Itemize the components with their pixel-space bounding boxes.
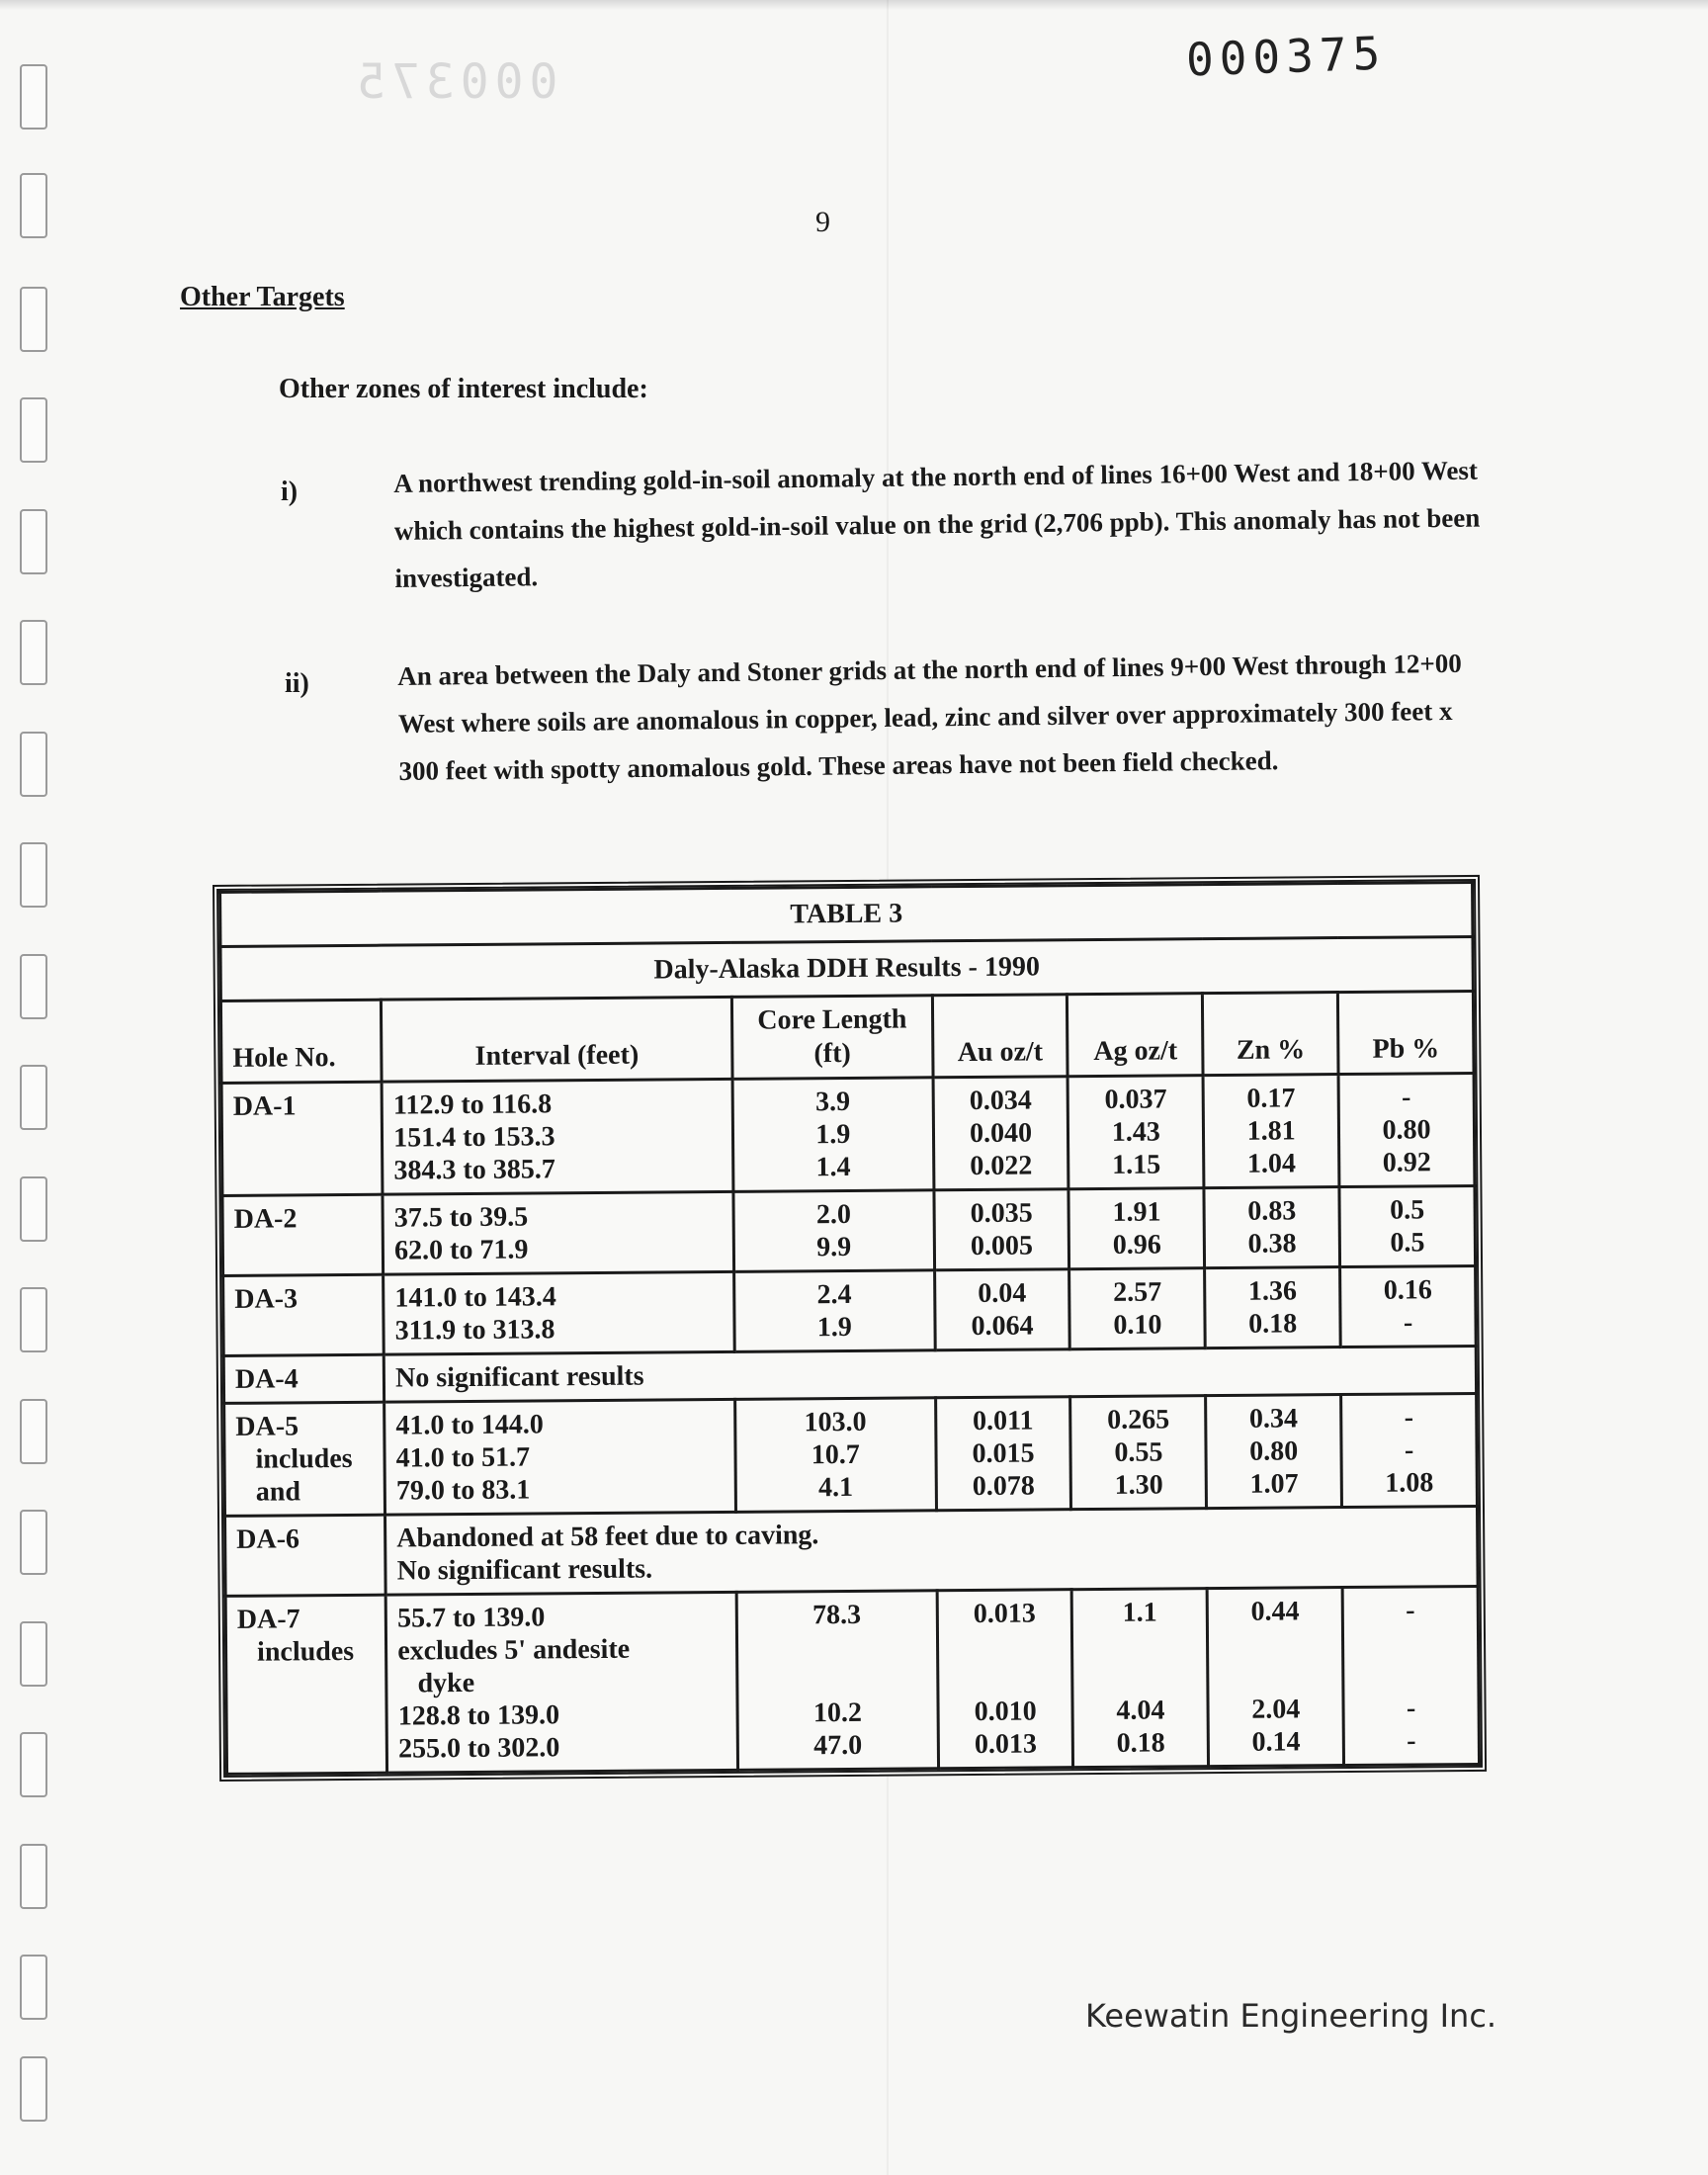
note-line: Abandoned at 58 feet due to caving.	[396, 1520, 819, 1554]
ag-value: 1.43	[1111, 1116, 1160, 1148]
core-value: 4.1	[817, 1471, 854, 1504]
section-heading: Other Targets	[180, 282, 345, 312]
zn-cell	[1203, 1075, 1339, 1188]
hole-label: DA-3	[234, 1283, 299, 1315]
pb-value: 0.5	[1390, 1194, 1425, 1226]
core-value: 3.9	[814, 1086, 851, 1118]
page-stamp: 000375	[1185, 26, 1388, 87]
core-cell	[736, 1591, 938, 1771]
interval-value: 41.0 to 144.0	[395, 1409, 544, 1441]
hole-cell	[225, 1595, 387, 1774]
header-zn: Zn %	[1203, 993, 1338, 1076]
ag-value: 0.037	[1104, 1084, 1167, 1115]
table-row	[225, 1506, 1479, 1596]
au-value: 0.013	[974, 1728, 1038, 1760]
pb-cell	[1338, 1073, 1475, 1186]
ag-value: 1.15	[1112, 1149, 1161, 1180]
au-cell	[937, 1590, 1073, 1769]
pb-value: 0.80	[1382, 1114, 1431, 1146]
hole-cell	[224, 1402, 385, 1516]
table-subtitle: Daly-Alaska DDH Results - 1990	[220, 936, 1473, 1000]
pb-value: -	[1401, 1082, 1411, 1113]
page-number: 9	[815, 206, 830, 238]
interval-value: dyke	[417, 1667, 475, 1699]
interval-value: 41.0 to 51.7	[395, 1441, 531, 1474]
binder-hole	[20, 287, 47, 352]
interval-value: excludes 5' andesite	[397, 1633, 631, 1667]
ag-value	[1084, 1661, 1197, 1695]
interval-value: 37.5 to 39.5	[393, 1201, 529, 1234]
pb-value: -	[1406, 1595, 1415, 1626]
interval-cell	[384, 1399, 736, 1515]
table-title: TABLE 3	[220, 882, 1473, 946]
pb-value: 0.92	[1382, 1147, 1431, 1178]
ag-value: 0.265	[1107, 1404, 1170, 1436]
au-value	[949, 1629, 1062, 1663]
binder-hole	[20, 173, 47, 238]
ag-value: 0.10	[1113, 1309, 1162, 1341]
interval-cell	[385, 1592, 737, 1773]
ag-value: 4.04	[1116, 1695, 1165, 1726]
core-value: 10.7	[811, 1438, 860, 1471]
ag-cell	[1068, 1076, 1205, 1189]
au-value: 0.015	[972, 1437, 1035, 1469]
binder-hole	[20, 1955, 47, 2020]
hole-label: DA-5	[235, 1411, 299, 1442]
hole-cell	[221, 1082, 383, 1195]
core-cell	[732, 1078, 934, 1192]
binder-hole	[20, 1732, 47, 1797]
ag-value: 0.18	[1116, 1727, 1165, 1759]
zn-value: 1.36	[1247, 1275, 1298, 1307]
core-value: 1.9	[816, 1311, 852, 1344]
hole-label: and	[255, 1476, 301, 1508]
pb-value: -	[1404, 1435, 1414, 1466]
binder-hole	[20, 842, 47, 908]
ag-cell	[1068, 1188, 1204, 1269]
core-value	[748, 1630, 926, 1664]
hole-cell	[225, 1515, 386, 1596]
pb-value: -	[1407, 1725, 1416, 1757]
ag-value: 1.30	[1114, 1469, 1163, 1501]
pb-cell	[1341, 1393, 1478, 1507]
table-row	[224, 1393, 1478, 1516]
pb-value: -	[1406, 1693, 1416, 1724]
interval-value: 384.3 to 385.7	[393, 1154, 555, 1186]
hole-label: DA-4	[234, 1363, 299, 1395]
pb-cell	[1340, 1265, 1477, 1347]
core-value: 2.4	[816, 1278, 852, 1311]
core-value: 103.0	[804, 1406, 867, 1438]
core-value	[748, 1663, 926, 1696]
note-cell	[385, 1506, 1478, 1595]
interval-value: 255.0 to 302.0	[397, 1732, 560, 1765]
hole-cell	[223, 1354, 384, 1403]
ghost-stamp: 000375	[351, 54, 558, 110]
zn-value: 1.81	[1246, 1115, 1296, 1147]
interval-value: 55.7 to 139.0	[396, 1602, 546, 1634]
hole-cell	[223, 1274, 384, 1355]
au-value: 0.010	[974, 1696, 1037, 1727]
binder-hole	[20, 620, 47, 685]
interval-value: 62.0 to 71.9	[393, 1234, 529, 1266]
au-value: 0.078	[972, 1470, 1035, 1502]
binder-hole	[20, 954, 47, 1019]
zn-value: 0.18	[1248, 1308, 1298, 1340]
binder-hole	[20, 732, 47, 797]
note-line: No significant results.	[396, 1553, 653, 1587]
ag-value: 2.57	[1113, 1276, 1162, 1308]
company-footer: Keewatin Engineering Inc.	[1085, 1997, 1497, 2035]
au-cell	[934, 1189, 1069, 1270]
binder-hole	[20, 1065, 47, 1130]
binder-hole	[20, 1176, 47, 1242]
zn-value: 0.17	[1246, 1083, 1296, 1114]
zn-value: 0.34	[1248, 1403, 1299, 1435]
zn-value: 0.44	[1250, 1596, 1300, 1627]
ag-value: 0.55	[1114, 1436, 1163, 1468]
au-value: 0.034	[969, 1085, 1032, 1116]
results-table	[213, 875, 1487, 1782]
header-core: Core Length (ft)	[731, 996, 932, 1080]
intro-text: Other zones of interest include:	[279, 374, 648, 404]
header-interval: Interval (feet)	[382, 997, 732, 1082]
au-value: 0.022	[970, 1150, 1033, 1181]
interval-value: 79.0 to 83.1	[395, 1474, 531, 1507]
au-value: 0.005	[970, 1230, 1034, 1262]
binder-hole	[20, 1621, 47, 1687]
ag-value: 1.91	[1112, 1196, 1161, 1228]
au-value: 0.064	[971, 1310, 1034, 1342]
binder-hole	[20, 1399, 47, 1464]
core-value: 47.0	[813, 1729, 863, 1762]
binder-hole	[20, 1844, 47, 1909]
hole-label: includes	[256, 1635, 355, 1668]
table-body	[221, 1073, 1479, 1774]
zn-value: 0.80	[1249, 1436, 1299, 1467]
zn-value: 0.83	[1247, 1195, 1297, 1227]
binder-hole	[20, 1287, 47, 1352]
note-cell	[384, 1346, 1476, 1402]
header-hole: Hole No.	[220, 1000, 382, 1083]
interval-value: 112.9 to 116.8	[392, 1088, 553, 1121]
hole-label: DA-6	[236, 1523, 300, 1555]
binder-hole	[20, 509, 47, 574]
core-value: 78.3	[811, 1599, 862, 1631]
item-label: i)	[281, 477, 299, 507]
note-line: No significant results	[394, 1360, 644, 1394]
interval-value: 311.9 to 313.8	[394, 1314, 555, 1347]
zn-value: 2.04	[1251, 1694, 1301, 1725]
pb-value: 0.16	[1383, 1274, 1432, 1306]
binder-hole	[20, 1510, 47, 1575]
au-value: 0.011	[972, 1405, 1034, 1436]
zn-cell	[1207, 1588, 1343, 1767]
pb-value	[1354, 1626, 1467, 1660]
ag-cell	[1069, 1268, 1205, 1349]
core-cell	[735, 1398, 937, 1513]
au-cell	[933, 1077, 1069, 1190]
au-cell	[935, 1397, 1071, 1511]
core-value: 1.4	[815, 1151, 851, 1183]
au-value: 0.040	[969, 1117, 1033, 1149]
interval-cell	[382, 1079, 733, 1194]
zn-value	[1219, 1627, 1331, 1661]
hole-label: includes	[255, 1442, 353, 1475]
ag-cell	[1070, 1396, 1207, 1510]
top-edge	[0, 0, 1708, 10]
hole-label: DA-1	[232, 1090, 297, 1122]
interval-cell	[383, 1191, 733, 1274]
pb-cell	[1342, 1586, 1479, 1765]
table-row	[222, 1185, 1476, 1275]
pb-value: 1.08	[1385, 1467, 1434, 1499]
core-cell	[733, 1190, 934, 1272]
core-cell	[734, 1270, 935, 1352]
hole-label: DA-2	[233, 1203, 298, 1235]
pb-cell	[1339, 1185, 1476, 1266]
header-au: Au oz/t	[932, 995, 1068, 1078]
table-row	[225, 1586, 1479, 1774]
item-text: A northwest trending gold-in-soil anomaly at the north end of lines 16+00 West and 18+00 West which contains the highest gold-in-soil value on the grid (2,706 ppb). This anomaly has not been investigated.	[393, 455, 1481, 593]
hole-label: DA-7	[236, 1604, 300, 1635]
table-row	[221, 1073, 1475, 1195]
au-value: 0.04	[978, 1277, 1027, 1309]
binder-hole	[20, 397, 47, 463]
au-cell	[934, 1269, 1069, 1350]
zn-value: 0.38	[1247, 1228, 1297, 1260]
interval-value: 141.0 to 143.4	[394, 1281, 556, 1314]
interval-cell	[384, 1271, 734, 1354]
item-text: An area between the Daly and Stoner grids at the north end of lines 9+00 West through 12+00 West where soils are anomalous in copper, lead, zinc and silver over approximately 300 feet x 300 feet with spotty anomalous gold. These areas have not been field checked.	[397, 648, 1462, 786]
header-ag: Ag oz/t	[1068, 994, 1203, 1077]
zn-value: 1.04	[1246, 1148, 1297, 1179]
pb-value: -	[1404, 1402, 1414, 1434]
interval-value: 151.4 to 153.3	[393, 1121, 555, 1154]
hole-cell	[222, 1194, 384, 1275]
table-row	[223, 1265, 1477, 1355]
au-value	[949, 1662, 1062, 1696]
ag-cell	[1072, 1589, 1209, 1768]
zn-value	[1219, 1660, 1331, 1694]
pb-value: -	[1403, 1307, 1413, 1339]
header-pb: Pb %	[1338, 991, 1475, 1074]
zn-value: 0.14	[1251, 1726, 1301, 1758]
pb-value: 0.5	[1390, 1227, 1425, 1259]
zn-cell	[1206, 1395, 1342, 1509]
core-value: 10.2	[812, 1696, 862, 1729]
ag-value: 0.96	[1112, 1229, 1161, 1261]
zn-cell	[1204, 1187, 1339, 1268]
zn-value: 1.07	[1249, 1468, 1299, 1500]
interval-value: 128.8 to 139.0	[397, 1699, 560, 1732]
au-value: 0.013	[973, 1598, 1036, 1629]
au-value: 0.035	[970, 1197, 1033, 1229]
zn-cell	[1205, 1267, 1340, 1348]
pb-value	[1354, 1659, 1467, 1693]
item-label: ii)	[285, 668, 309, 699]
binder-hole	[20, 2056, 47, 2122]
ag-value: 1.1	[1122, 1597, 1157, 1628]
core-value: 9.9	[816, 1231, 852, 1263]
core-value: 1.9	[815, 1118, 851, 1151]
ag-value	[1083, 1628, 1196, 1662]
binder-hole	[20, 64, 47, 130]
core-value: 2.0	[815, 1198, 852, 1231]
